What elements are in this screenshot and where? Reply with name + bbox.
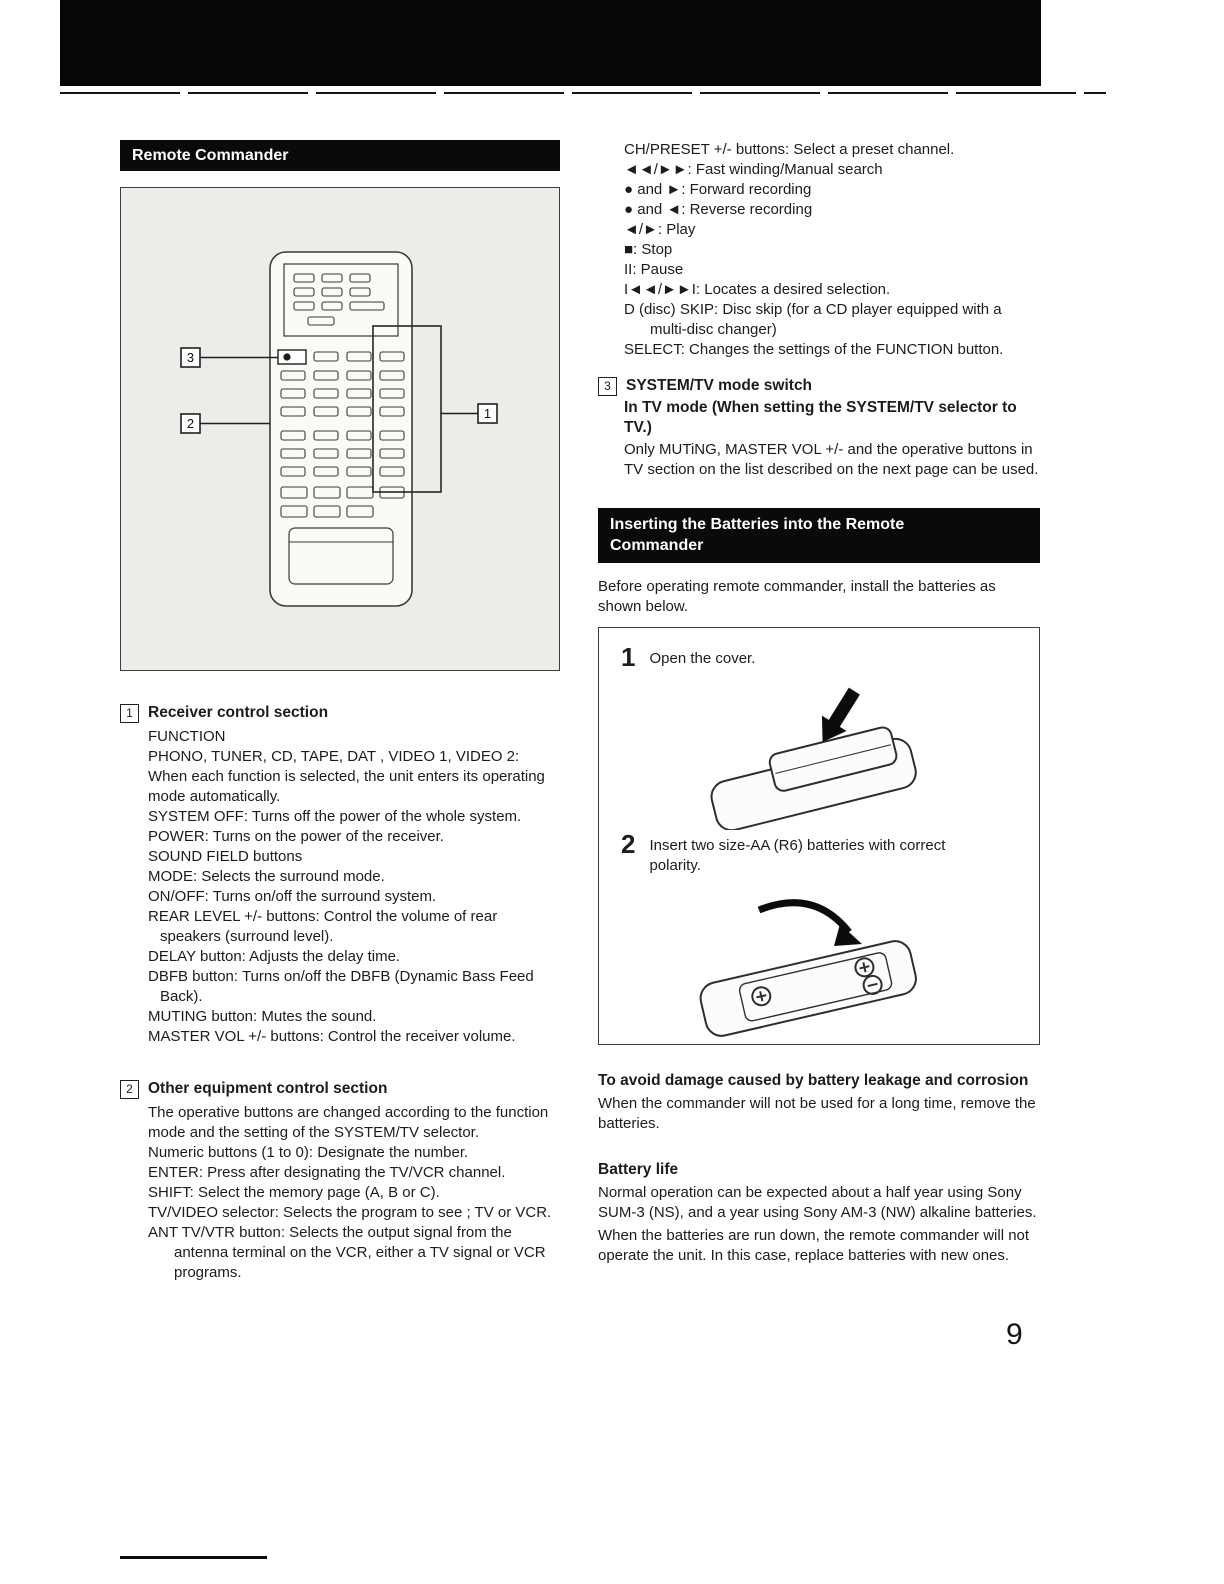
bottom-rule — [120, 1556, 267, 1559]
text-line: SYSTEM OFF: Turns off the power of the whole system. — [148, 808, 522, 825]
transport-buttons-list — [624, 140, 1040, 360]
text-line: ● and ◄: Reverse recording — [624, 201, 813, 218]
battery-steps-box — [598, 627, 1040, 1045]
right-column — [598, 140, 1040, 1266]
callout-2-label: 2 — [186, 416, 195, 431]
text-line: Numeric buttons (1 to 0): Designate the number. — [148, 1144, 469, 1161]
batteries-intro: Before operating remote commander, install the batteries as shown below. — [598, 578, 996, 615]
text-line: FUNCTION — [148, 728, 226, 745]
text-line: D (disc) SKIP: Disc skip (for a CD player equipped with a multi-disc changer) — [624, 301, 1002, 338]
text-line: DBFB button: Turns on/off the DBFB (Dynamic Bass Feed Back). — [148, 968, 534, 1005]
text-line: II: Pause — [624, 261, 684, 278]
boxed-number-1: 1 — [120, 704, 139, 723]
section-header-label: Remote Commander — [132, 147, 289, 164]
other-equipment-section — [120, 1079, 560, 1283]
text-line: SELECT: Changes the settings of the FUNCTION button. — [624, 341, 1004, 358]
remote-back-drawing — [705, 722, 919, 830]
text-line: MODE: Selects the surround mode. — [148, 868, 385, 885]
receiver-control-section — [120, 703, 560, 1047]
text-line: ● and ►: Forward recording — [624, 181, 812, 198]
system-tv-subsection — [624, 398, 1040, 480]
system-tv-subtitle: In TV mode (When setting the SYSTEM/TV selector to TV.) — [624, 399, 1017, 436]
text-line: POWER: Turns on the power of the receiver. — [148, 828, 444, 845]
left-column — [120, 140, 560, 1283]
text-line: I◄◄/►►I: Locates a desired selection. — [624, 281, 891, 298]
text-line: ◄◄/►►: Fast winding/Manual search — [624, 161, 883, 178]
battery-life-paragraph-1: Normal operation can be expected about a half year using Sony SUM-3 (NS), and a year using Sony AM-3 (NW) alkaline batteries. — [598, 1184, 1037, 1221]
section-header-remote-commander — [120, 140, 560, 171]
callout-1 — [441, 404, 497, 423]
system-tv-body: Only MUTiNG, MASTER VOL +/- and the operative buttons in TV section on the list described on the next page can be used. — [624, 441, 1039, 478]
system-tv-heading — [598, 376, 1040, 396]
open-cover-illustration — [669, 680, 969, 830]
page-number: 9 — [1006, 1318, 1023, 1351]
text-line: ◄/►: Play — [624, 221, 696, 238]
leakage-body: When the commander will not be used for a long time, remove the batteries. — [598, 1095, 1036, 1132]
battery-compartment-drawing — [697, 938, 919, 1039]
battery-life-title: Battery life — [598, 1161, 679, 1178]
callout-1-label: 1 — [483, 406, 492, 421]
receiver-control-body — [148, 727, 560, 1047]
battery-life-paragraph-2: When the batteries are run down, the remote commander will not operate the unit. In this case, replace batteries with new ones. — [598, 1227, 1030, 1264]
battery-step-2 — [621, 831, 949, 876]
text-line: ON/OFF: Turns on/off the surround system. — [148, 888, 437, 905]
other-equipment-title: Other equipment control section — [148, 1080, 388, 1097]
receiver-control-heading — [120, 703, 560, 723]
system-tv-section — [598, 376, 1040, 480]
leakage-title: To avoid damage caused by battery leakage and corrosion — [598, 1072, 1029, 1089]
boxed-number-2: 2 — [120, 1080, 139, 1099]
text-line: SOUND FIELD buttons — [148, 848, 303, 865]
other-equipment-heading — [120, 1079, 560, 1099]
batteries-header-label: Inserting the Batteries into the Remote Commander — [610, 516, 905, 554]
highlighted-button — [278, 350, 306, 364]
callout-2 — [181, 414, 270, 433]
text-line: MASTER VOL +/- buttons: Control the receiver volume. — [148, 1028, 516, 1045]
text-line: ENTER: Press after designating the TV/VCR channel. — [148, 1164, 506, 1181]
step-1-text: Open the cover. — [649, 650, 756, 667]
remote-diagram-svg — [121, 188, 559, 670]
text-line: The operative buttons are changed according to the function mode and the setting of the SYSTEM/TV selector. — [148, 1104, 549, 1141]
remote-diagram-figure — [120, 187, 560, 671]
text-line: CH/PRESET +/- buttons: Select a preset channel. — [624, 141, 955, 158]
battery-step-1 — [621, 644, 755, 670]
text-line: ANT TV/VTR button: Selects the output signal from the antenna terminal on the VCR, either a TV signal or VCR programs. — [148, 1224, 546, 1281]
curved-arrow-icon — [759, 903, 862, 946]
step-1-number: 1 — [621, 642, 636, 672]
other-equipment-body — [148, 1103, 560, 1283]
system-tv-title: SYSTEM/TV mode switch — [626, 377, 813, 394]
callout-3 — [181, 348, 278, 367]
text-line: ■: Stop — [624, 241, 673, 258]
step-2-text: Insert two size-AA (R6) batteries with correct polarity. — [649, 837, 946, 874]
insert-batteries-illustration — [664, 880, 964, 1040]
top-rule — [60, 92, 1106, 94]
text-line: SHIFT: Select the memory page (A, B or C). — [148, 1184, 440, 1201]
remote-body — [270, 252, 412, 606]
section-header-batteries — [598, 508, 1040, 563]
text-line: PHONO, TUNER, CD, TAPE, DAT , VIDEO 1, VIDEO 2: When each function is selected, the unit enters its operating mode automatically. — [148, 748, 545, 805]
boxed-number-3: 3 — [598, 377, 617, 396]
top-band — [60, 0, 1041, 86]
receiver-control-title: Receiver control section — [148, 704, 329, 721]
text-line: DELAY button: Adjusts the delay time. — [148, 948, 401, 965]
text-line: TV/VIDEO selector: Selects the program to see ; TV or VCR. — [148, 1204, 552, 1221]
text-line: REAR LEVEL +/- buttons: Control the volume of rear speakers (surround level). — [148, 908, 498, 945]
step-2-number: 2 — [621, 829, 636, 859]
callout-3-label: 3 — [186, 350, 195, 365]
text-line: MUTING button: Mutes the sound. — [148, 1008, 377, 1025]
